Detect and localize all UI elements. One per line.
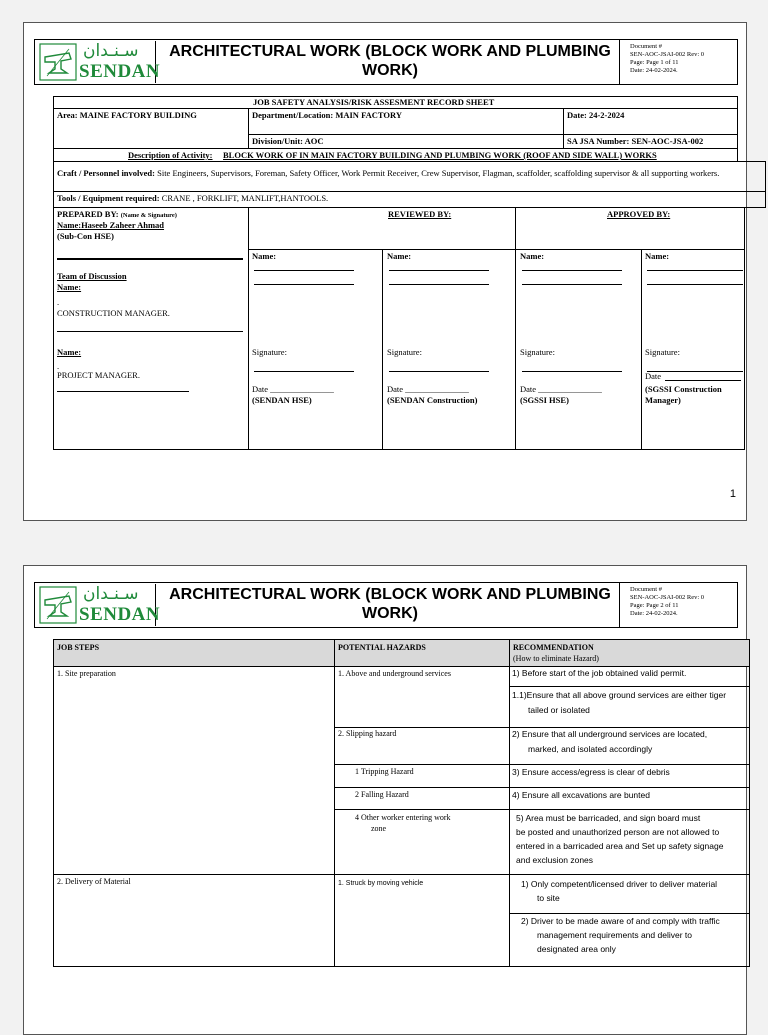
col-header-hazards: POTENTIAL HAZARDS	[338, 643, 426, 652]
anvil-logo-icon	[39, 586, 77, 624]
recommendation-item: 2) Ensure that all underground services are located,	[512, 729, 708, 739]
date-line: Date _______________	[387, 384, 469, 394]
recommendation-item: management requirements and deliver to	[537, 930, 692, 940]
tools-value: CRANE , FORKLIFT, MANLIFT,HANTOOLS.	[161, 193, 329, 203]
recommendation-item: be posted and unauthorized person are not allowed to	[516, 827, 720, 837]
recommendation-item: designated area only	[537, 944, 616, 954]
signature-column-sgssi-hse	[520, 251, 602, 405]
area-field: Area: MAINE FACTORY BUILDING	[57, 110, 197, 120]
job-step-2: 2. Delivery of Material	[57, 877, 131, 886]
logo-arabic-text: سـنـدان	[83, 41, 139, 61]
reviewed-by-label: REVIEWED BY:	[388, 209, 452, 219]
org-label: (SENDAN HSE)	[252, 395, 312, 405]
col-header-recommendation: RECOMMENDATION	[513, 643, 594, 652]
dot-mark: .	[57, 297, 60, 307]
doc-label: Document #	[630, 43, 662, 50]
logo-english-text: SENDAN	[79, 61, 161, 82]
recommendation-item: 1) Before start of the job obtained valid permit.	[512, 668, 687, 678]
signature-label: Signature:	[520, 347, 555, 357]
recommendation-item: 3) Ensure access/egress is clear of debris	[512, 767, 670, 777]
hazard-item: 2. Slipping hazard	[338, 729, 397, 738]
recommendation-item: 2) Driver to be made aware of and comply with traffic	[521, 916, 720, 926]
recommendation-item: tailed or isolated	[528, 705, 590, 715]
signature-label: Signature:	[387, 347, 422, 357]
col-header-recommendation-sub: (How to eliminate Hazard)	[513, 654, 599, 663]
pm-name-label: Name:	[57, 347, 82, 357]
column-name-label: Name:	[520, 251, 545, 261]
description-label: Description of Activity:	[128, 150, 213, 160]
recommendation-item: marked, and isolated accordingly	[528, 744, 653, 754]
column-name-label: Name:	[387, 251, 412, 261]
page-label: Page: Page 1 of 11	[630, 59, 679, 66]
tools-label: Tools / Equipment required:	[57, 193, 160, 203]
signature-label: Signature:	[252, 347, 287, 357]
dot-mark-2: .	[57, 361, 60, 371]
hazard-item: 1. Above and underground services	[338, 669, 451, 678]
signature-label: Signature:	[645, 347, 680, 357]
tools-field	[57, 193, 328, 203]
document-page-1	[23, 22, 747, 521]
document-info	[619, 40, 737, 84]
prepared-org: (Sub-Con HSE)	[57, 231, 114, 241]
approved-by-label: APPROVED BY:	[607, 209, 671, 219]
signature-column-sendan-construction	[387, 251, 478, 405]
document-title: ARCHITECTURAL WORK (BLOCK WORK AND PLUMBING WORK)	[169, 586, 611, 622]
org-label-line-2: Manager)	[645, 395, 681, 405]
date-label: Date	[645, 371, 662, 381]
logo-arabic-text: سـنـدان	[83, 584, 139, 604]
craft-label: Craft / Personnel involved:	[57, 168, 155, 178]
logo-english-text: SENDAN	[79, 604, 161, 625]
hazard-item: 2 Falling Hazard	[355, 790, 409, 799]
job-step-1: 1. Site preparation	[57, 669, 116, 678]
page-header	[34, 582, 738, 628]
page-label: Page: Page 2 of 11	[630, 602, 679, 609]
org-label: (SENDAN Construction)	[387, 395, 478, 405]
prepared-by-note: (Name & Signature)	[120, 212, 177, 219]
doc-number: SEN-AOC-JSAI-002 Rev: 0	[630, 51, 705, 58]
hazard-item: 1 Tripping Hazard	[355, 767, 414, 776]
signature-column-sendan-hse	[252, 251, 334, 405]
page-header	[34, 39, 738, 85]
hazard-item: 4 Other worker entering work	[355, 813, 451, 822]
date-line: Date _______________	[520, 384, 602, 394]
hazard-item: zone	[371, 824, 387, 833]
department-field: Department/Location: MAIN FACTORY	[252, 110, 403, 120]
col-header-job-steps: JOB STEPS	[57, 643, 100, 652]
document-page-2	[23, 565, 747, 1035]
craft-field	[57, 168, 762, 178]
recommendation-item: entered in a barricaded area and Set up safety signage	[516, 841, 724, 851]
recommendation-item: 4) Ensure all excavations are bunted	[512, 790, 650, 800]
prepared-by-label: PREPARED BY:	[57, 209, 119, 219]
doc-date: Date: 24-02-2024.	[630, 67, 678, 74]
construction-manager-text: CONSTRUCTION MANAGER.	[57, 308, 170, 318]
jsa-number-field: SA JSA Number: SEN-AOC-JSA-002	[567, 136, 704, 146]
sendan-logo	[37, 41, 161, 83]
anvil-logo-icon	[39, 43, 77, 81]
recommendation-item: 5) Area must be barricaded, and sign board must	[516, 813, 701, 823]
column-name-label: Name:	[252, 251, 277, 261]
sheet-title: JOB SAFETY ANALYSIS/RISK ASSESMENT RECORD SHEET	[253, 97, 495, 107]
team-name-label: Name:	[57, 282, 82, 292]
sendan-logo	[37, 584, 161, 626]
team-of-discussion: Team of Discussion	[57, 271, 127, 281]
date-line: Date _______________	[252, 384, 334, 394]
signature-column-sgssi-construction	[645, 251, 765, 405]
hazard-item: 1. Struck by moving vehicle	[338, 880, 424, 887]
document-info	[619, 583, 737, 627]
document-title: ARCHITECTURAL WORK (BLOCK WORK AND PLUMBING WORK)	[169, 43, 611, 79]
column-name-label: Name:	[645, 251, 670, 261]
org-label-line-1: (SGSSI Construction	[645, 384, 722, 394]
doc-number: SEN-AOC-JSAI-002 Rev: 0	[630, 594, 705, 601]
recommendation-item: 1) Only competent/licensed driver to deliver material	[521, 879, 718, 889]
date-field: Date: 24-2-2024	[567, 110, 625, 120]
recommendation-item: 1.1)Ensure that all above ground services are either tiger	[512, 690, 727, 700]
division-field: Division/Unit: AOC	[252, 136, 324, 146]
recommendation-item: to site	[537, 893, 560, 903]
doc-label: Document #	[630, 586, 662, 593]
doc-date: Date: 24-02-2024.	[630, 610, 678, 617]
page-number: 1	[729, 488, 736, 500]
recommendation-item: and exclusion zones	[516, 855, 594, 865]
craft-value: Site Engineers, Supervisors, Foreman, Safety Officer, Work Permit Receiver, Crew Supervisor, Flagman, scaffolder, scaffolding supervisor & all supporting workers.	[157, 168, 720, 178]
project-manager-text: PROJECT MANAGER.	[57, 370, 140, 380]
org-label: (SGSSI HSE)	[520, 395, 569, 405]
description-value: BLOCK WORK OF IN MAIN FACTORY BUILDING AND PLUMBING WORK (ROOF AND SIDE WALL) WORKS	[223, 150, 657, 160]
prepared-name: Name:Haseeb Zaheer Ahmad	[57, 220, 165, 230]
